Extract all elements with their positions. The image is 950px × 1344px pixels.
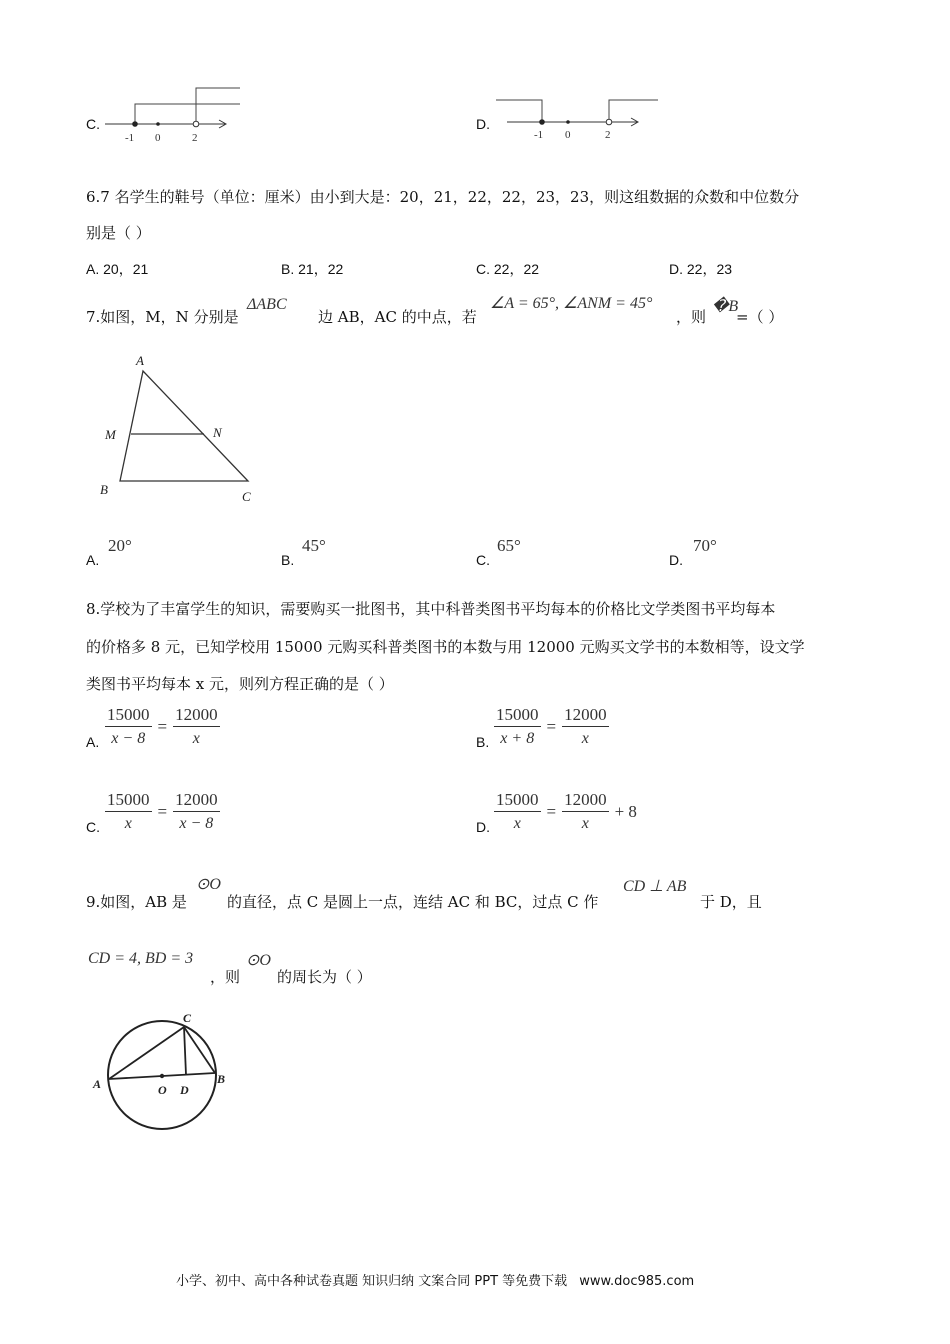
q9-label-o: O [158, 1083, 167, 1097]
q8-c-den1: x [124, 815, 132, 832]
q8-a-den2: x [192, 730, 200, 747]
q8-d-tail: + 8 [614, 801, 637, 821]
q7-math-condition: ∠A = 65°, ∠ANM = 45° [490, 295, 653, 312]
q8-stem-line1: 8.学校为了丰富学生的知识，需要购买一批图书，其中科普类图书平均每本的价格比文学类图书平均每本 [86, 600, 776, 618]
q8-option-c-equation: $\frac{15000}{x}$ = $\frac{12000}{x - 8}$ [107, 790, 218, 832]
q8-d-den2: x [581, 815, 589, 832]
q9-math-values: CD = 4, BD = 3 [88, 950, 194, 967]
q5-option-c-numberline [100, 84, 250, 144]
q8-d-num1: 15000 [494, 791, 541, 812]
q5-c-tick-neg1: -1 [125, 132, 135, 144]
q9-label-a: A [93, 1077, 102, 1091]
q8-a-num1: 15000 [105, 706, 152, 727]
q7-math-triangle: ΔABC [247, 296, 287, 313]
q7-option-a-letter: A. [86, 552, 100, 568]
q8-option-c-letter: C. [86, 819, 100, 835]
q5-c-tick-2: 2 [192, 132, 198, 144]
q7-stem-c: ，则 [676, 308, 707, 326]
q8-stem-line2: 的价格多 8 元，已知学校用 15000 元购买科普类图书的本数与用 12000 元购买文学书的本数相等，设文学 [86, 638, 805, 656]
q6-option-c: C. 22，22 [476, 261, 540, 277]
q5-d-tick-neg1: -1 [534, 129, 544, 141]
q7-label-c: C [242, 489, 251, 504]
q9-math-perp: CD ⊥ AB [623, 878, 687, 895]
q8-b-den1: x + 8 [500, 730, 535, 747]
q7-triangle-figure [90, 345, 270, 515]
q7-option-c-letter: C. [476, 552, 490, 568]
q9-circle-figure [88, 1005, 238, 1135]
q9-stem-e: 的周长为（ ） [277, 968, 372, 986]
q7-label-a: A [136, 353, 144, 368]
q9-stem-a: 9.如图，AB 是 [86, 893, 187, 911]
q8-a-den1: x − 8 [111, 730, 146, 747]
q7-option-d-value: 70° [693, 536, 717, 555]
q9-math-circle: ⊙O [196, 876, 221, 893]
q7-option-a-value: 20° [108, 536, 132, 555]
q6-stem-line1: 6.7 名学生的鞋号（单位：厘米）由小到大是：20，21，22，22，23，23，则这组数据的众数和中位数分 [86, 188, 800, 206]
q8-d-den1: x [513, 815, 521, 832]
q7-stem-a: 7.如图，M，N 分别是 [86, 308, 239, 326]
footer-url[interactable]: www.doc985.com [579, 1274, 695, 1289]
q6-option-b: B. 21，22 [281, 261, 344, 277]
q5-d-tick-0: 0 [565, 129, 571, 141]
q8-option-b-letter: B. [476, 734, 490, 750]
q7-label-m: M [105, 427, 116, 442]
q8-option-d-equation: $\frac{15000}{x}$ = $\frac{12000}{x}$ + 8 [496, 790, 637, 832]
q8-b-num2: 12000 [562, 706, 609, 727]
q7-option-d-letter: D. [669, 552, 683, 568]
q7-stem-d: =（ ） [736, 308, 784, 326]
q9-label-b: B [217, 1072, 226, 1086]
q5-c-tick-0: 0 [155, 132, 161, 144]
q9-stem-d: ，则 [210, 968, 241, 986]
q7-option-b-value: 45° [302, 536, 326, 555]
footer-banner [176, 1270, 694, 1289]
q7-option-b-letter: B. [281, 552, 295, 568]
q5-option-d-label: D. [476, 116, 490, 132]
q8-a-num2: 12000 [173, 706, 220, 727]
q9-stem-b: 的直径，点 C 是圆上一点，连结 AC 和 BC，过点 C 作 [227, 893, 599, 911]
q9-label-d: D [180, 1083, 189, 1097]
q8-c-num1: 15000 [105, 791, 152, 812]
q8-option-b-equation: $\frac{15000}{x + 8}$ = $\frac{12000}{x}$ [496, 705, 607, 747]
q7-label-b: B [100, 482, 108, 497]
q7-stem-b: 边 AB，AC 的中点，若 [318, 308, 477, 326]
q8-option-a-letter: A. [86, 734, 100, 750]
q9-label-c: C [183, 1011, 192, 1025]
q6-option-d: D. 22，23 [669, 261, 733, 277]
q6-option-a: A. 20，21 [86, 261, 149, 277]
footer-text: 小学、初中、高中各种试卷真题 知识归纳 文案合同 PPT 等免费下载 [176, 1274, 568, 1289]
q9-math-circle-2: ⊙O [246, 952, 271, 969]
q7-math-angle-b: �B [712, 298, 739, 315]
q8-stem-line3: 类图书平均每本 x 元，则列方程正确的是（ ） [86, 675, 394, 693]
q8-b-den2: x [581, 730, 589, 747]
q5-d-tick-2: 2 [605, 129, 611, 141]
q7-option-c-value: 65° [497, 536, 521, 555]
q8-c-den2: x − 8 [179, 815, 214, 832]
q6-stem-line2: 别是（ ） [86, 224, 151, 242]
q8-option-d-letter: D. [476, 819, 490, 835]
q5-option-d-numberline [492, 92, 662, 144]
q8-b-num1: 15000 [494, 706, 541, 727]
q9-stem-c: 于 D，且 [700, 893, 762, 911]
q8-d-num2: 12000 [562, 791, 609, 812]
q8-c-num2: 12000 [173, 791, 220, 812]
q8-option-a-equation: $\frac{15000}{x - 8}$ = $\frac{12000}{x}$ [107, 705, 218, 747]
q7-label-n: N [213, 425, 222, 440]
q5-option-c-label: C. [86, 116, 100, 132]
